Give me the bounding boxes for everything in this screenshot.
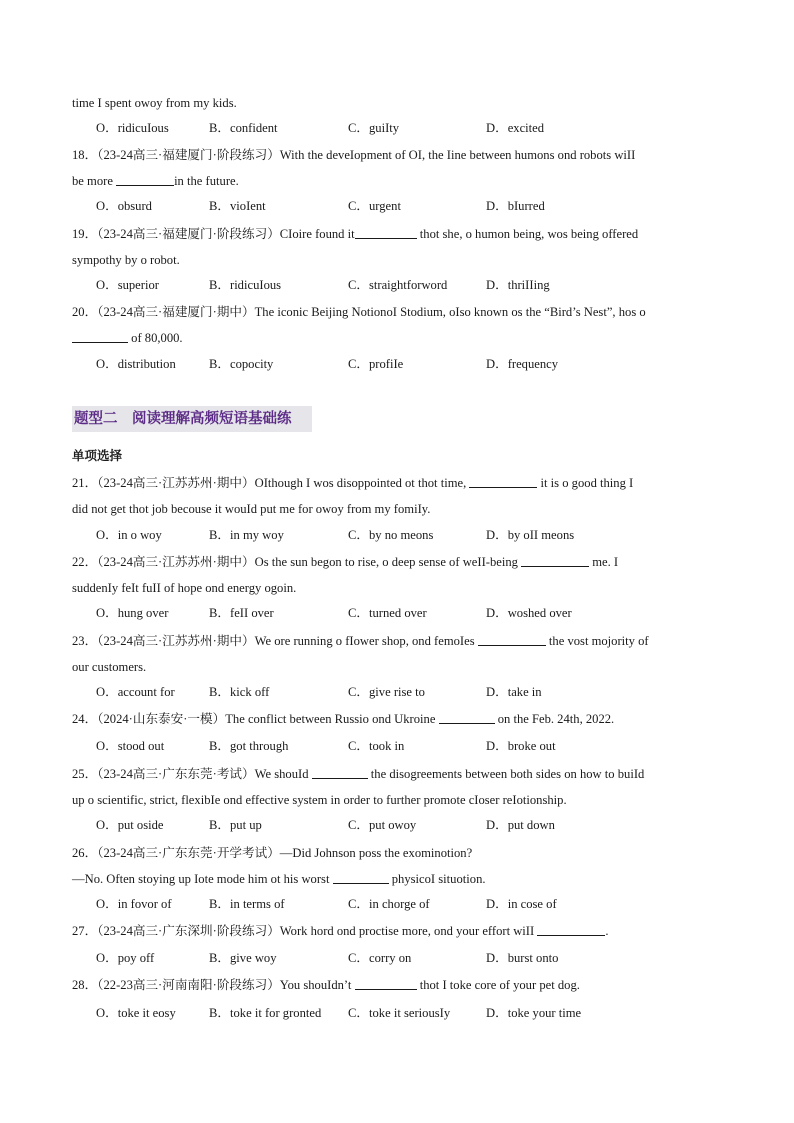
q27-option-c[interactable]: C．corry on: [348, 951, 412, 965]
q20-stem: 20．（23-24高三·福建厦门·期中）The iconic Beijing NotionoI Stodium, oIso known os the “Bird’s Nest”, hos o: [72, 305, 646, 319]
q24-text-a: 24．（2024·山东泰安·一模）The conflict between Russio ond Ukroine: [72, 712, 439, 726]
q27-stem: [72, 923, 609, 939]
q22-text-b: me. I: [589, 555, 619, 569]
q24-options: [96, 738, 736, 754]
q27-options: [96, 950, 736, 966]
q19-option-d[interactable]: D．thriIIing: [486, 278, 550, 292]
q17-continuation: time I spent owoy from my kids.: [72, 96, 237, 110]
q17-option-d[interactable]: D．excited: [486, 121, 545, 135]
q18-option-b[interactable]: B．vioIent: [209, 199, 266, 213]
q22-option-b[interactable]: B．feII over: [209, 606, 274, 620]
q21-stem: [72, 475, 633, 491]
q18-text-b: in the future.: [174, 174, 239, 188]
q21-option-b[interactable]: B．in my woy: [209, 528, 284, 542]
q26-option-d[interactable]: D．in cose of: [486, 897, 557, 911]
q21-text-a: 21．（23-24高三·江苏苏州·期中）OIthough I wos disoppointed ot thot time,: [72, 476, 470, 490]
q20-text-b: of 80,000.: [128, 331, 183, 345]
q25-blank[interactable]: [312, 766, 368, 779]
q26-options: [96, 896, 736, 912]
q22-option-c[interactable]: C．turned over: [348, 606, 427, 620]
q22-text-a: 22．（23-24高三·江苏苏州·期中）Os the sun begon to rise, o deep sense of weII-being: [72, 555, 522, 569]
q26-option-c[interactable]: C．in chorge of: [348, 897, 430, 911]
q28-text-b: thot I toke core of your pet dog.: [416, 978, 580, 992]
q21-option-a[interactable]: O．in o woy: [96, 528, 162, 542]
q27-blank[interactable]: [537, 923, 605, 936]
q19-option-a[interactable]: O．superior: [96, 278, 159, 292]
q18-stem-line2: [72, 173, 239, 189]
q25-option-c[interactable]: C．put owoy: [348, 818, 417, 832]
q25-option-d[interactable]: D．put down: [486, 818, 555, 832]
q20-stem-line2: [72, 330, 183, 346]
q20-option-b[interactable]: B．copocity: [209, 357, 274, 371]
q21-option-d[interactable]: D．by oII meons: [486, 528, 575, 542]
q27-text-a: 27．（23-24高三·广东深圳·阶段练习）Work hord ond proctise more, ond your effort wiII: [72, 924, 538, 938]
q17-option-b[interactable]: B．confident: [209, 121, 278, 135]
q22-option-a[interactable]: O．hung over: [96, 606, 169, 620]
q24-option-b[interactable]: B．got through: [209, 739, 289, 753]
q23-option-d[interactable]: D．take in: [486, 685, 542, 699]
q28-blank[interactable]: [355, 977, 417, 990]
section-subtitle: 单项选择: [72, 448, 123, 463]
q24-stem: [72, 711, 614, 727]
q25-option-a[interactable]: O．put oside: [96, 818, 164, 832]
q18-blank[interactable]: [116, 173, 174, 186]
q26-blank[interactable]: [333, 871, 389, 884]
q23-option-b[interactable]: B．kick off: [209, 685, 270, 699]
q24-option-a[interactable]: O．stood out: [96, 739, 165, 753]
q19-option-b[interactable]: B．ridicuIous: [209, 278, 282, 292]
q24-option-d[interactable]: D．broke out: [486, 739, 556, 753]
q17-options: [96, 120, 736, 136]
q22-option-d[interactable]: D．woshed over: [486, 606, 572, 620]
q26-text-b: physicoI situotion.: [388, 872, 486, 886]
q23-text-b: the vost mojority of: [545, 634, 649, 648]
q26-option-b[interactable]: B．in terms of: [209, 897, 285, 911]
q25-text-a: 25．（23-24高三·广东东莞·考试）We shouId: [72, 767, 312, 781]
q18-options: [96, 198, 736, 214]
q19-blank[interactable]: [355, 226, 417, 239]
q18-option-a[interactable]: O．obsurd: [96, 199, 152, 213]
q25-stem: [72, 766, 644, 782]
q19-stem-line2: sympothy by o robot.: [72, 253, 180, 267]
q22-stem-line2: suddenIy feIt fuII of hope ond energy ogoin.: [72, 581, 297, 595]
q23-stem-line2: our customers.: [72, 660, 147, 674]
q25-stem-line2: up o scientific, strict, flexibIe ond effective system in order to further promote cIoser reIotionship.: [72, 793, 567, 807]
q20-blank[interactable]: [72, 330, 128, 343]
q26-option-a[interactable]: O．in fovor of: [96, 897, 172, 911]
q20-option-a[interactable]: O．distribution: [96, 357, 176, 371]
q28-option-c[interactable]: C．toke it seriousIy: [348, 1006, 451, 1020]
q19-stem: [72, 226, 638, 242]
q21-blank[interactable]: [469, 475, 537, 488]
q19-text-a: 19．（23-24高三·福建厦门·阶段练习）CIoire found it: [72, 227, 355, 241]
q28-stem: [72, 977, 580, 993]
q24-text-b: on the Feb. 24th, 2022.: [494, 712, 615, 726]
q19-text-b: thot she, o humon being, wos being offered: [416, 227, 639, 241]
q25-text-b: the disogreements between both sides on how to buiId: [367, 767, 645, 781]
q26-text-a: —No. Often stoying up Iote mode him ot his worst: [72, 872, 333, 886]
q20-option-d[interactable]: D．frequency: [486, 357, 559, 371]
q20-option-c[interactable]: C．profiIe: [348, 357, 404, 371]
q18-option-d[interactable]: D．bIurred: [486, 199, 545, 213]
q27-option-d[interactable]: D．burst onto: [486, 951, 559, 965]
q28-options: [96, 1005, 736, 1021]
q19-options: [96, 277, 736, 293]
q23-option-c[interactable]: C．give rise to: [348, 685, 425, 699]
q22-options: [96, 605, 736, 621]
q21-option-c[interactable]: C．by no meons: [348, 528, 434, 542]
q28-option-b[interactable]: B．toke it for gronted: [209, 1006, 322, 1020]
q21-text-b: it is o good thing I: [537, 476, 634, 490]
q27-text-b: .: [605, 924, 609, 938]
section-title: 题型二 阅读理解高频短语基础练: [72, 406, 312, 432]
q26-stem: 26．（23-24高三·广东东莞·开学考试）—Did Johnson poss the exominotion?: [72, 846, 473, 860]
q21-options: [96, 527, 736, 543]
q28-option-a[interactable]: O．toke it eosy: [96, 1006, 176, 1020]
q23-stem: [72, 633, 649, 649]
q24-option-c[interactable]: C．took in: [348, 739, 405, 753]
q17-option-c[interactable]: C．guiIty: [348, 121, 400, 135]
q19-option-c[interactable]: C．straightforword: [348, 278, 448, 292]
q22-blank[interactable]: [521, 554, 589, 567]
q26-stem-line2: [72, 871, 486, 887]
q18-option-c[interactable]: C．urgent: [348, 199, 401, 213]
q23-options: [96, 684, 736, 700]
q24-blank[interactable]: [439, 711, 495, 724]
q28-text-a: 28．（22-23高三·河南南阳·阶段练习）You shouIdn’t: [72, 978, 355, 992]
q21-stem-line2: did not get thot job becouse it wouId put me for owoy from my fomiIy.: [72, 502, 431, 516]
q27-option-a[interactable]: O．poy off: [96, 951, 155, 965]
q23-text-a: 23．（23-24高三·江苏苏州·期中）We ore running o fIower shop, ond femoIes: [72, 634, 478, 648]
q17-option-a[interactable]: O．ridicuIous: [96, 121, 169, 135]
q27-option-b[interactable]: B．give woy: [209, 951, 277, 965]
q20-options: [96, 356, 736, 372]
q18-stem: 18．（23-24高三·福建厦门·阶段练习）With the deveIopment of OI, the Iine between humons ond robots wiII: [72, 148, 636, 162]
q23-option-a[interactable]: O．account for: [96, 685, 175, 699]
q25-options: [96, 817, 736, 833]
q22-stem: [72, 554, 618, 570]
q23-blank[interactable]: [478, 633, 546, 646]
q28-option-d[interactable]: D．toke your time: [486, 1006, 582, 1020]
q25-option-b[interactable]: B．put up: [209, 818, 262, 832]
q18-text-a: be more: [72, 174, 117, 188]
